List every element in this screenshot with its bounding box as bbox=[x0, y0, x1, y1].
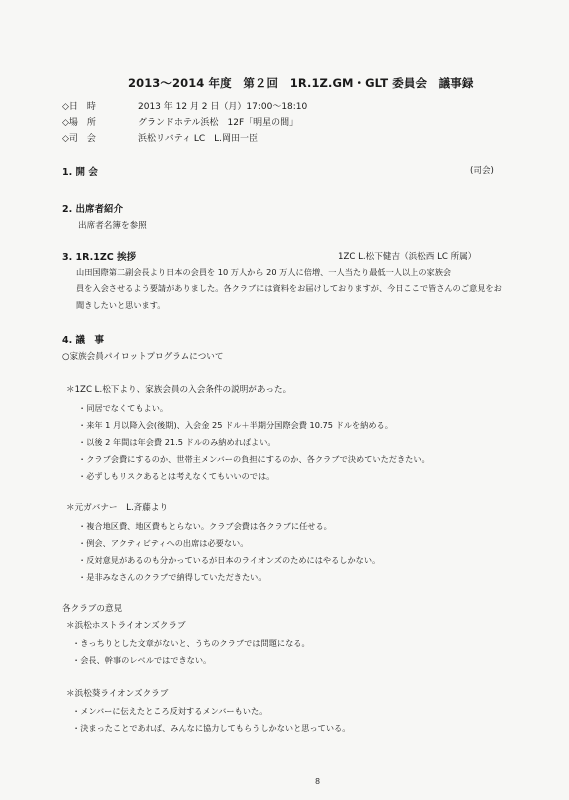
block1-item: ・必ずしもリスクあるとは考えなくてもいいのでは。 bbox=[78, 471, 275, 481]
block1-item: ・来年 1 月以降入会(後期)、入会金 25 ドル＋半期分国際会費 10.75 ドルを納める。 bbox=[78, 420, 393, 430]
section3-line: 山田国際第二副会長より日本の会員を 10 万人から 20 万人に倍増、一人当たり最低一人以上の家族会 bbox=[76, 267, 452, 277]
block2-item: ・是非みなさんのクラブで納得していただきたい。 bbox=[78, 572, 267, 582]
club-opinions-heading: 各クラブの意見 bbox=[62, 604, 123, 614]
document-title: 2013～2014 年度 第２回 1R.1Z.GM・GLT 委員会 議事録 bbox=[128, 76, 474, 90]
section2-body: 出席者名簿を参照 bbox=[78, 221, 147, 231]
meta-place-value: グランドホテル浜松 12F「明星の間」 bbox=[138, 118, 299, 128]
block1-title: ＊1ZC L.松下より、家族会員の入会条件の説明があった。 bbox=[66, 385, 292, 395]
meta-chair-value: 浜松リバティ LC L.岡田一臣 bbox=[138, 134, 259, 144]
meta-date-key: ◇日 時 bbox=[62, 102, 96, 112]
block2-item: ・反対意見があるのも分かっているが日本のライオンズのためにはやるしかない。 bbox=[78, 555, 381, 565]
meta-date-value: 2013 年 12 月 2 日（月）17:00～18:10 bbox=[138, 102, 308, 112]
club-name: ＊浜松葵ライオンズクラブ bbox=[66, 689, 169, 699]
club-opinion-item: ・きっちりとした文章がないと、うちのクラブでは問題になる。 bbox=[72, 638, 310, 648]
section3-line: 員を入会させるよう要請がありました。各クラブには資料をお届けしておりますが、今日ここで皆さんのご意見をお bbox=[76, 283, 502, 293]
meta-place-key: ◇場 所 bbox=[62, 118, 96, 128]
block1-item: ・同居でなくてもよい。 bbox=[78, 403, 169, 413]
section4-topic: ○家族会員パイロットプログラムについて bbox=[62, 352, 224, 362]
block1-item: ・クラブ会費にするのか、世帯主メンバーの負担にするのか、各クラブで決めていただきたい。 bbox=[78, 454, 430, 464]
section3-heading: 3. 1R.1ZC 挨拶 bbox=[62, 252, 137, 263]
club-opinion-item: ・メンバーに伝えたところ反対するメンバーもいた。 bbox=[72, 706, 268, 716]
club-opinion-item: ・会長、幹事のレベルではできない。 bbox=[72, 655, 212, 665]
block2-title: ＊元ガバナー L.斉藤より bbox=[66, 503, 169, 513]
block2-item: ・複合地区費、地区費もとらない。クラブ会費は各クラブに任せる。 bbox=[78, 521, 332, 531]
block2-item: ・例会、アクティビティへの出席は必要ない。 bbox=[78, 538, 249, 548]
meta-chair-key: ◇司 会 bbox=[62, 134, 96, 144]
block1-item: ・以後 2 年間は年会費 21.5 ドルのみ納めればよい。 bbox=[78, 437, 276, 447]
section3-line: 聞きしたいと思います。 bbox=[76, 300, 166, 310]
page-number: 8 bbox=[315, 777, 321, 786]
section4-heading: 4. 議 事 bbox=[62, 335, 105, 346]
club-name: ＊浜松ホストライオンズクラブ bbox=[66, 621, 186, 631]
section1-note: (司会) bbox=[470, 166, 494, 176]
section2-heading: 2. 出席者紹介 bbox=[62, 204, 124, 215]
section3-speaker: 1ZC L.松下健吉（浜松西 LC 所属） bbox=[338, 252, 477, 262]
section1-heading: 1. 開 会 bbox=[62, 167, 98, 178]
club-opinion-item: ・決まったことであれば、みんなに協力してもらうしかないと思っている。 bbox=[72, 723, 351, 733]
